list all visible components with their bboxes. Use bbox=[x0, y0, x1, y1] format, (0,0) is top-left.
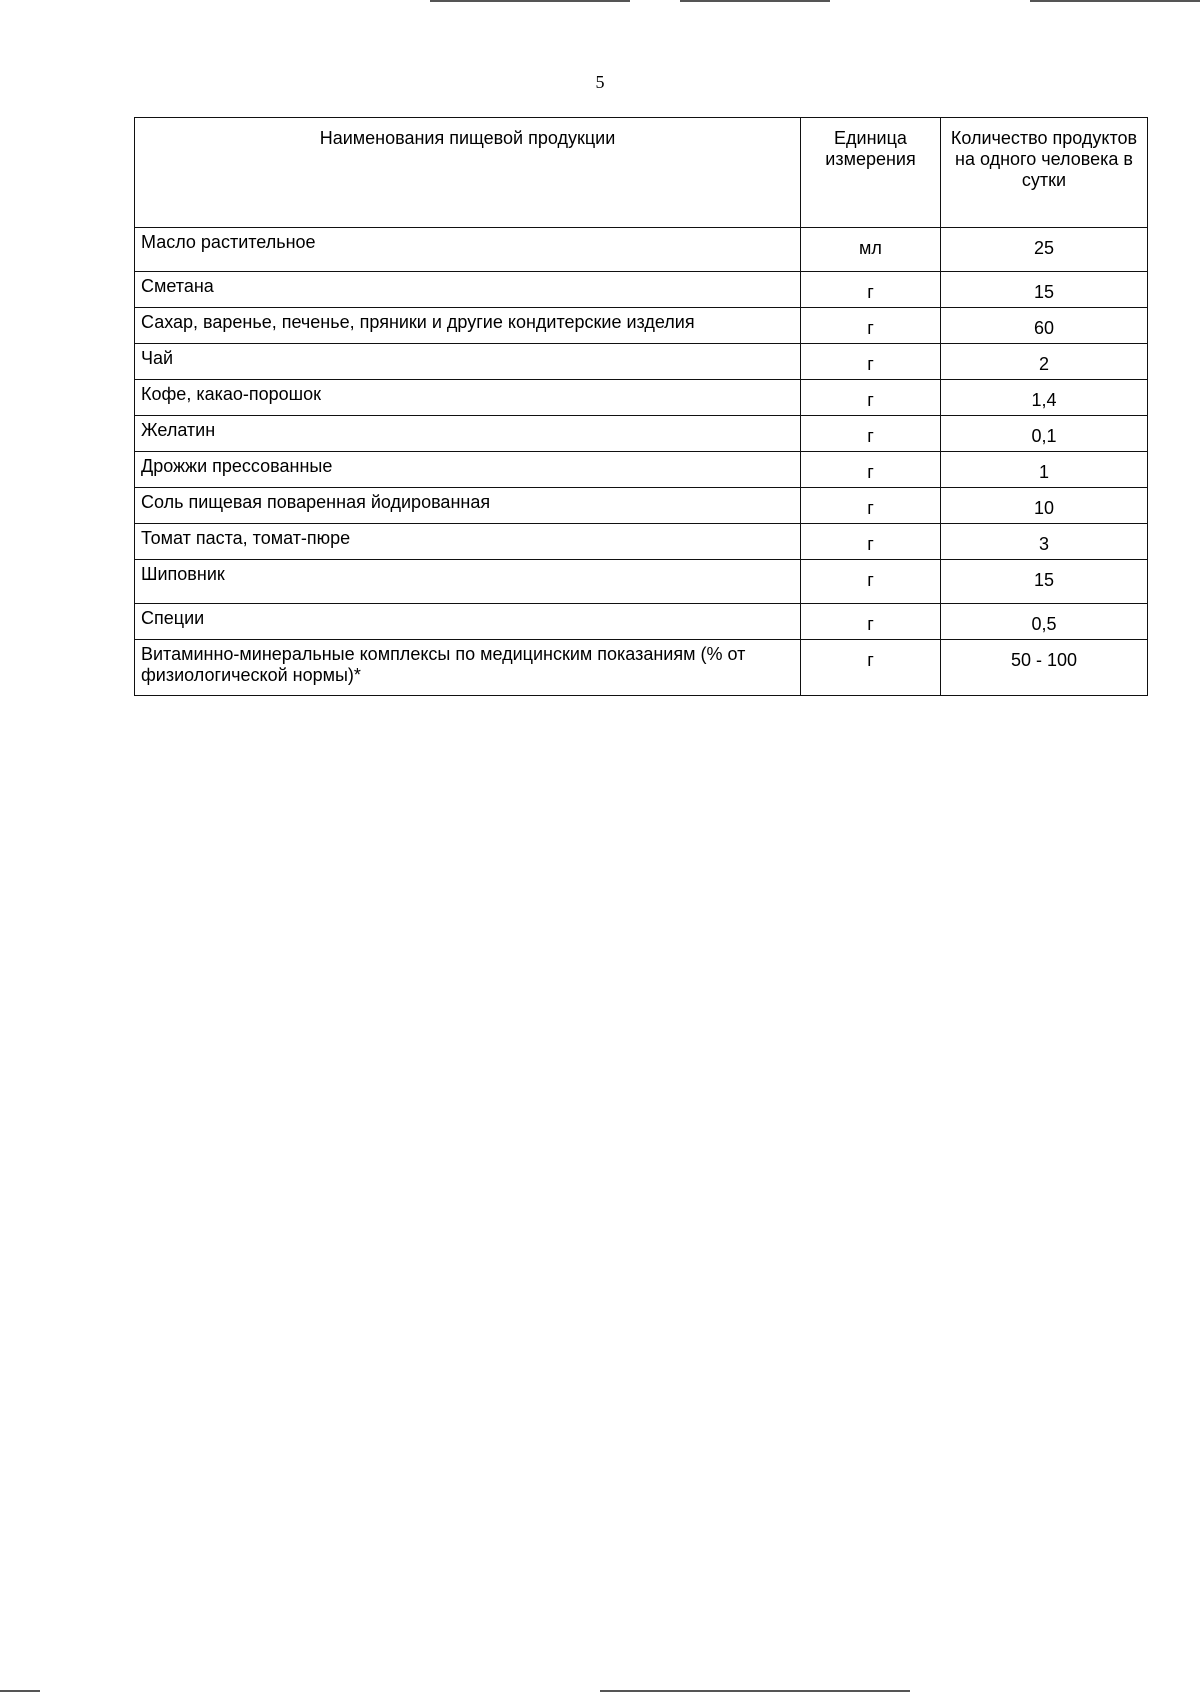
cell-quantity: 0,1 bbox=[941, 416, 1148, 452]
cell-name: Кофе, какао-порошок bbox=[135, 380, 801, 416]
table-row bbox=[135, 604, 1148, 640]
table-header-row bbox=[135, 118, 1148, 228]
food-norms-table bbox=[134, 117, 1148, 696]
table-row bbox=[135, 452, 1148, 488]
table-row bbox=[135, 488, 1148, 524]
cell-quantity: 10 bbox=[941, 488, 1148, 524]
cell-unit: г bbox=[801, 380, 941, 416]
header-unit: Единица измерения bbox=[801, 118, 941, 228]
cell-quantity: 50 - 100 bbox=[941, 640, 1148, 696]
page-number: 5 bbox=[595, 72, 605, 92]
cell-name: Чай bbox=[135, 344, 801, 380]
cell-unit: г bbox=[801, 344, 941, 380]
table-row bbox=[135, 380, 1148, 416]
cell-unit: г bbox=[801, 488, 941, 524]
cell-quantity: 15 bbox=[941, 272, 1148, 308]
table-row bbox=[135, 308, 1148, 344]
cell-unit: г bbox=[801, 452, 941, 488]
cell-unit: г bbox=[801, 272, 941, 308]
cell-unit: г bbox=[801, 560, 941, 604]
cell-quantity: 3 bbox=[941, 524, 1148, 560]
cell-name: Желатин bbox=[135, 416, 801, 452]
table-row bbox=[135, 560, 1148, 604]
cell-quantity: 25 bbox=[941, 228, 1148, 272]
header-name: Наименования пищевой продукции bbox=[135, 118, 801, 228]
cell-name: Витаминно-минеральные комплексы по медицинским показаниям (% от физиологической нормы)* bbox=[135, 640, 801, 696]
cell-quantity: 1,4 bbox=[941, 380, 1148, 416]
table-row bbox=[135, 272, 1148, 308]
cell-name: Масло растительное bbox=[135, 228, 801, 272]
cell-unit: г bbox=[801, 308, 941, 344]
table-row bbox=[135, 344, 1148, 380]
cell-quantity: 2 bbox=[941, 344, 1148, 380]
cell-unit: г bbox=[801, 604, 941, 640]
cell-quantity: 1 bbox=[941, 452, 1148, 488]
cell-unit: г bbox=[801, 524, 941, 560]
cell-unit: мл bbox=[801, 228, 941, 272]
cell-quantity: 60 bbox=[941, 308, 1148, 344]
scan-artifact-bottom bbox=[0, 1690, 1200, 1694]
cell-name: Сметана bbox=[135, 272, 801, 308]
scan-artifact-top bbox=[430, 0, 1200, 3]
table-row bbox=[135, 640, 1148, 696]
cell-name: Дрожжи прессованные bbox=[135, 452, 801, 488]
cell-name: Шиповник bbox=[135, 560, 801, 604]
cell-name: Соль пищевая поваренная йодированная bbox=[135, 488, 801, 524]
table-row bbox=[135, 416, 1148, 452]
table-row bbox=[135, 228, 1148, 272]
cell-quantity: 0,5 bbox=[941, 604, 1148, 640]
cell-name: Специи bbox=[135, 604, 801, 640]
cell-name: Томат паста, томат-пюре bbox=[135, 524, 801, 560]
cell-unit: г bbox=[801, 640, 941, 696]
table-row bbox=[135, 524, 1148, 560]
header-quantity: Количество продуктов на одного человека в сутки bbox=[941, 118, 1148, 228]
cell-unit: г bbox=[801, 416, 941, 452]
cell-name: Сахар, варенье, печенье, пряники и другие кондитерские изделия bbox=[135, 308, 801, 344]
cell-quantity: 15 bbox=[941, 560, 1148, 604]
